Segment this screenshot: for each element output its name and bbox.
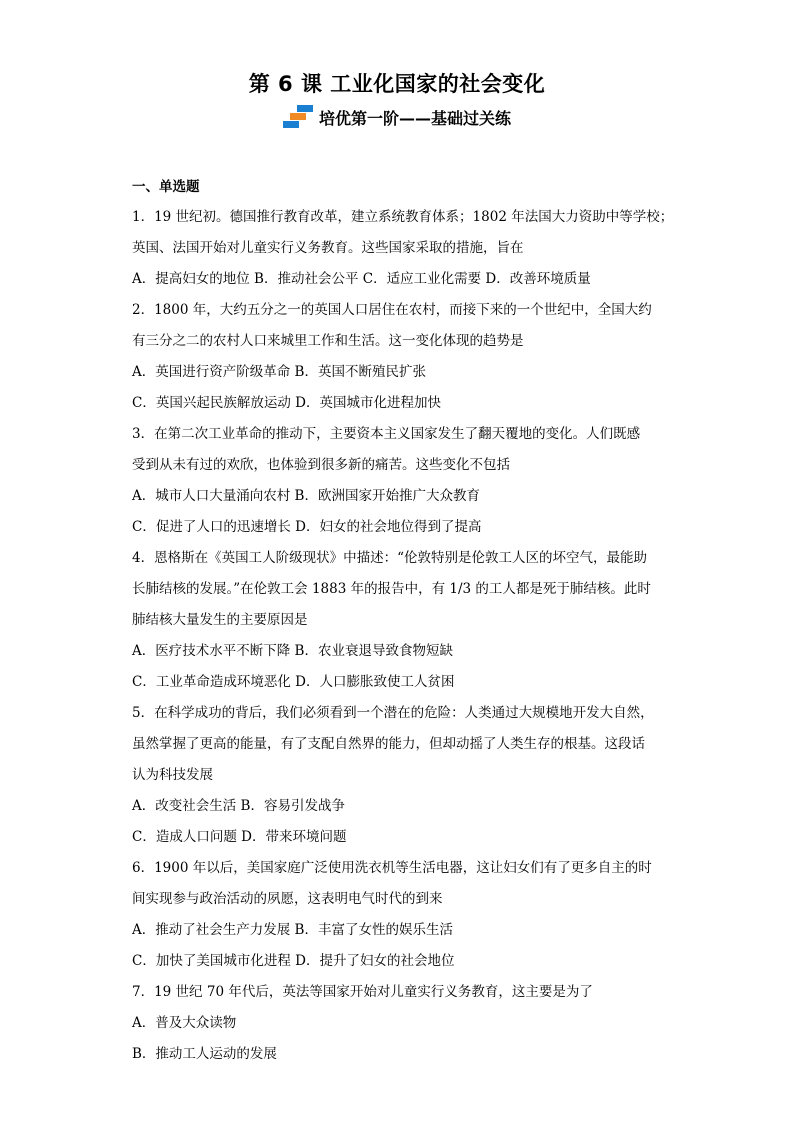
text-line: 受到从未有过的欢欣，也体验到很多新的痛苦。这些变化不包括 (132, 457, 510, 473)
text-line: 5．在科学成功的背后，我们必须看到一个潜在的危险：人类通过大规模地开发大自然， (132, 705, 654, 721)
text-line: C．加快了美国城市化进程 D．提升了妇女的社会地位 (132, 953, 455, 969)
text-line: A．英国进行资产阶级革命 B．英国不断殖民扩张 (132, 364, 426, 380)
text-line: A．普及大众读物 (132, 1015, 237, 1031)
text-line: 长肺结核的发展。”在伦敦工会 1883 年的报告中，有 1/3 的工人都是死于肺结核。此时 (132, 581, 651, 597)
text-line: 2．1800 年，大约五分之一的英国人口居住在农村，而接下来的一个世纪中，全国大约 (132, 302, 652, 318)
text-line: 英国、法国开始对儿童实行义务教育。这些国家采取的措施，旨在 (132, 240, 524, 256)
text-line: 1．19 世纪初。德国推行教育改革，建立系统教育体系；1802 年法国大力资助中等学校； (132, 209, 674, 225)
text-line: C．英国兴起民族解放运动 D．英国城市化进程加快 (132, 395, 441, 411)
text-line: C．造成人口问题 D．带来环境问题 (132, 829, 347, 845)
text-line: 7．19 世纪 70 年代后，英法等国家开始对儿童实行义务教育，这主要是为了 (132, 984, 593, 1000)
text-line: 肺结核大量发生的主要原因是 (132, 612, 308, 628)
text-line: 6．1900 年以后，美国家庭广泛使用洗衣机等生活电器，这让妇女们有了更多自主的时 (132, 860, 652, 876)
stacked-blocks-icon (283, 104, 313, 130)
subtitle-row (0, 104, 794, 130)
text-line: 4．恩格斯在《英国工人阶级现状》中描述：“伦敦特别是伦敦工人区的坏空气，最能助 (132, 550, 647, 566)
text-line: 认为科技发展 (132, 767, 213, 783)
text-line: A．医疗技术水平不断下降 B．农业衰退导致食物短缺 (132, 643, 453, 659)
text-line: C．促进了人口的迅速增长 D．妇女的社会地位得到了提高 (132, 519, 482, 535)
text-line: C．工业革命造成环境恶化 D．人口膨胀致使工人贫困 (132, 674, 455, 690)
text-line: A．提高妇女的地位 B．推动社会公平 C．适应工业化需要 D．改善环境质量 (132, 271, 591, 287)
text-line: 有三分之二的农村人口来城里工作和生活。这一变化体现的趋势是 (132, 333, 524, 349)
page-title: 第 6 课 工业化国家的社会变化 (248, 72, 546, 96)
question-list (132, 176, 672, 1070)
text-line: A．改变社会生活 B．容易引发战争 (132, 798, 345, 814)
text-line: 间实现参与政治活动的夙愿，这表明电气时代的到来 (132, 891, 443, 907)
text-line: 3．在第二次工业革命的推动下，主要资本主义国家发生了翻天覆地的变化。人们既感 (132, 426, 641, 442)
page-subtitle: 培优第一阶——基础过关练 (318, 108, 511, 128)
text-line: B．推动工人运动的发展 (132, 1046, 277, 1062)
text-line: 虽然掌握了更高的能量，有了支配自然界的能力，但却动摇了人类生存的根基。这段话 (132, 736, 645, 752)
section-heading: 一、单选题 (132, 179, 200, 195)
text-line: A．城市人口大量涌向农村 B．欧洲国家开始推广大众教育 (132, 488, 480, 504)
text-line: A．推动了社会生产力发展 B．丰富了女性的娱乐生活 (132, 922, 453, 938)
